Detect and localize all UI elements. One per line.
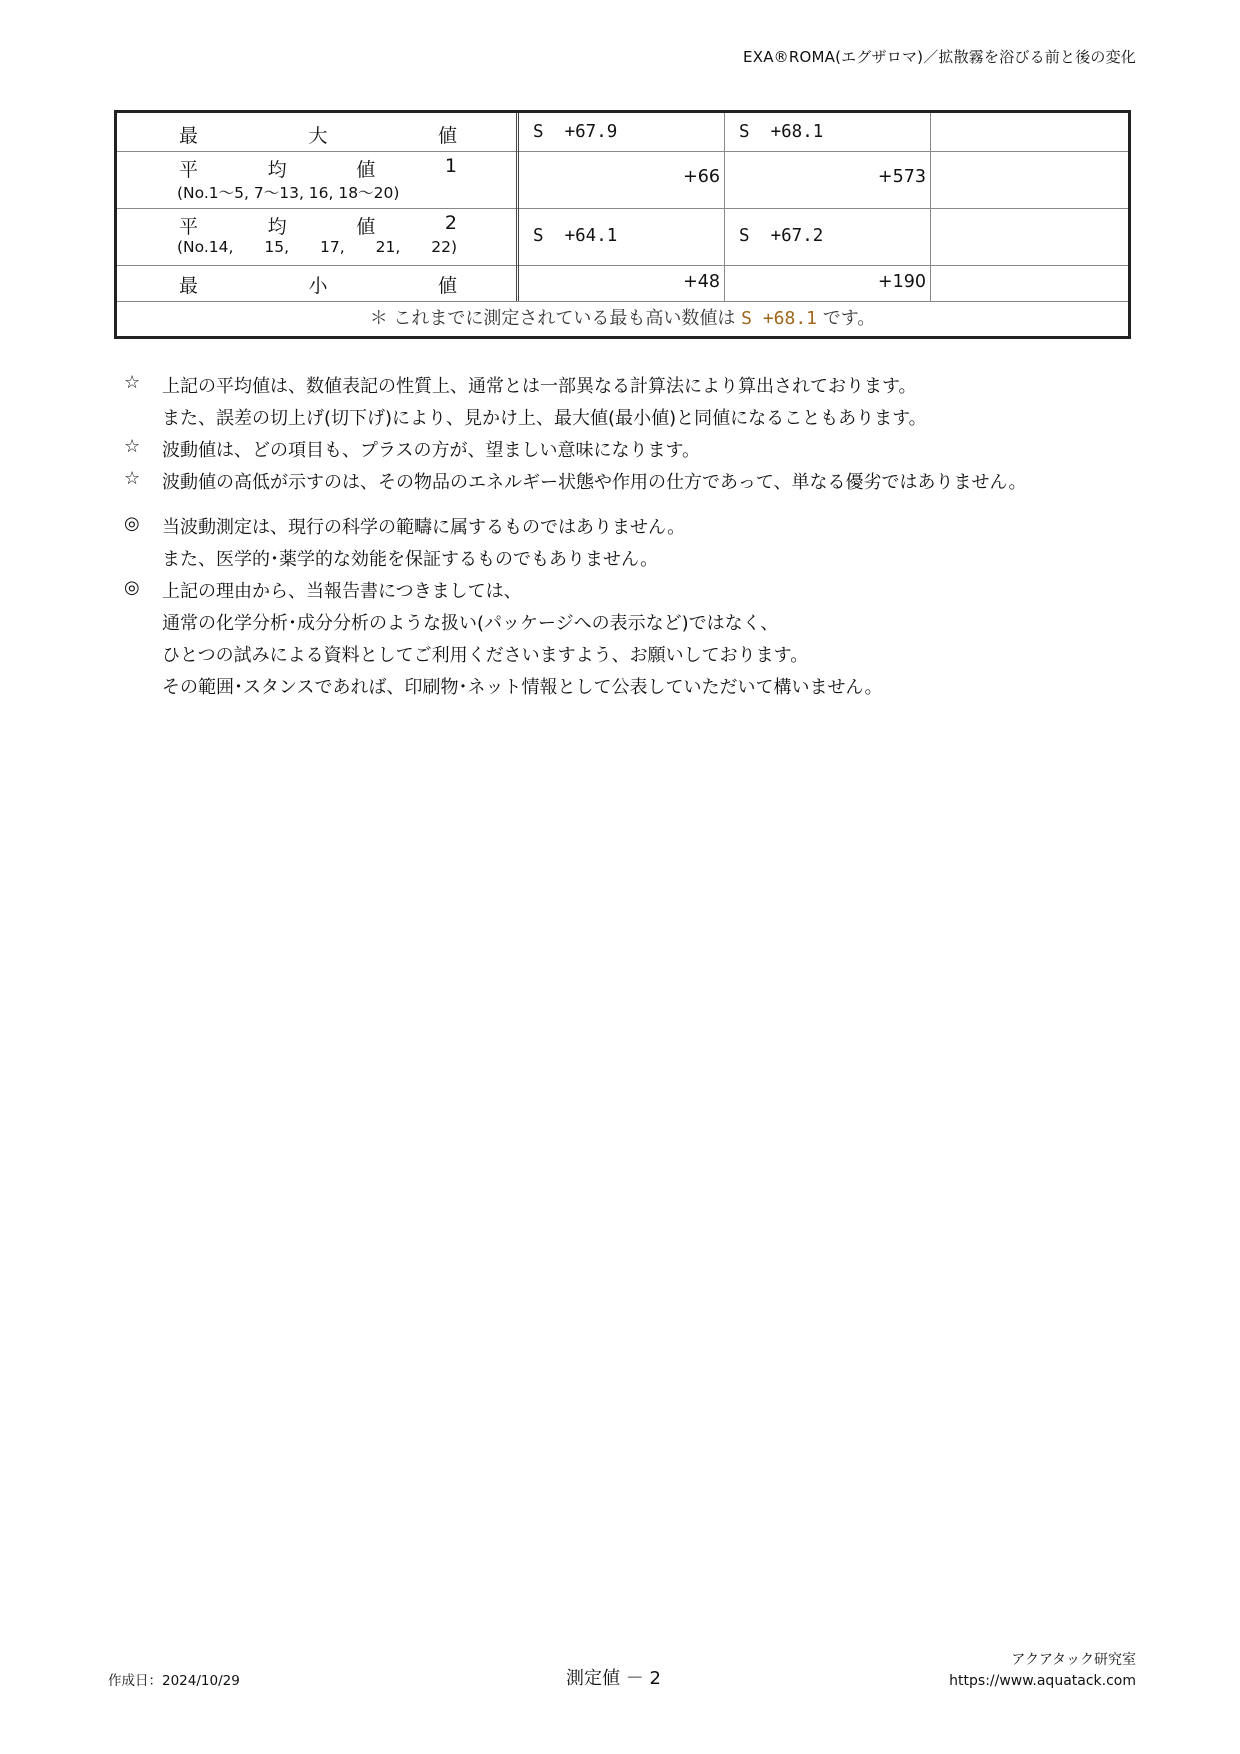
table-row-average-2 <box>117 208 1128 266</box>
table-row-min <box>117 265 1128 302</box>
value-cell-1: +66 <box>519 151 725 208</box>
document-header-title: EXA®ROMA(エグザロマ)／拡散霧を浴びる前と後の変化 <box>743 48 1136 66</box>
value-cell-2: S +68.1 <box>725 113 931 151</box>
row-sublabel: (No.1～5, 7～13, 16, 18～20) <box>177 184 400 202</box>
row-label: 平 均 値 1 (No.1～5, 7～13, 16, 18～20) <box>117 151 519 208</box>
value-cell-1: S +67.9 <box>519 113 725 151</box>
value-cell-2: S +67.2 <box>725 208 931 265</box>
org-url: https://www.aquatack.com <box>949 1673 1136 1689</box>
star-icon: ☆ <box>124 468 141 489</box>
footer-org <box>949 1650 1136 1692</box>
value-cell-3 <box>931 151 1128 208</box>
row-label: 最 小 値 <box>117 265 519 301</box>
value-cell-1: +48 <box>519 265 725 301</box>
value-cell-3 <box>931 208 1128 265</box>
double-circle-icon: ◎ <box>124 577 140 598</box>
table-footnote: ＊ これまでに測定されている最も高い数値は S +68.1 です。 <box>369 308 876 329</box>
value-cell-2: +190 <box>725 265 931 301</box>
value-cell-3 <box>931 265 1128 301</box>
double-circle-icon: ◎ <box>124 513 140 534</box>
row-label: 最 大 値 <box>117 113 519 151</box>
page-label: 測定値 － 2 <box>566 1668 661 1689</box>
value-cell-1: S +64.1 <box>519 208 725 265</box>
star-icon: ☆ <box>124 436 141 457</box>
table-row-average-1 <box>117 151 1128 209</box>
star-icon: ☆ <box>124 372 141 393</box>
created-date: 作成日：2024/10/29 <box>108 1673 240 1689</box>
value-cell-3 <box>931 113 1128 151</box>
value-cell-2: +573 <box>725 151 931 208</box>
table-row-max <box>117 113 1128 152</box>
row-label: 平 均 値 2 (No.14, 15, 17, 21, 22) <box>117 208 519 265</box>
measurement-table <box>114 110 1131 339</box>
highest-value-highlight: S +68.1 <box>741 308 818 329</box>
row-sublabel: (No.14, 15, 17, 21, 22) <box>177 238 457 256</box>
org-name: アクアタック研究室 <box>1011 1652 1136 1668</box>
